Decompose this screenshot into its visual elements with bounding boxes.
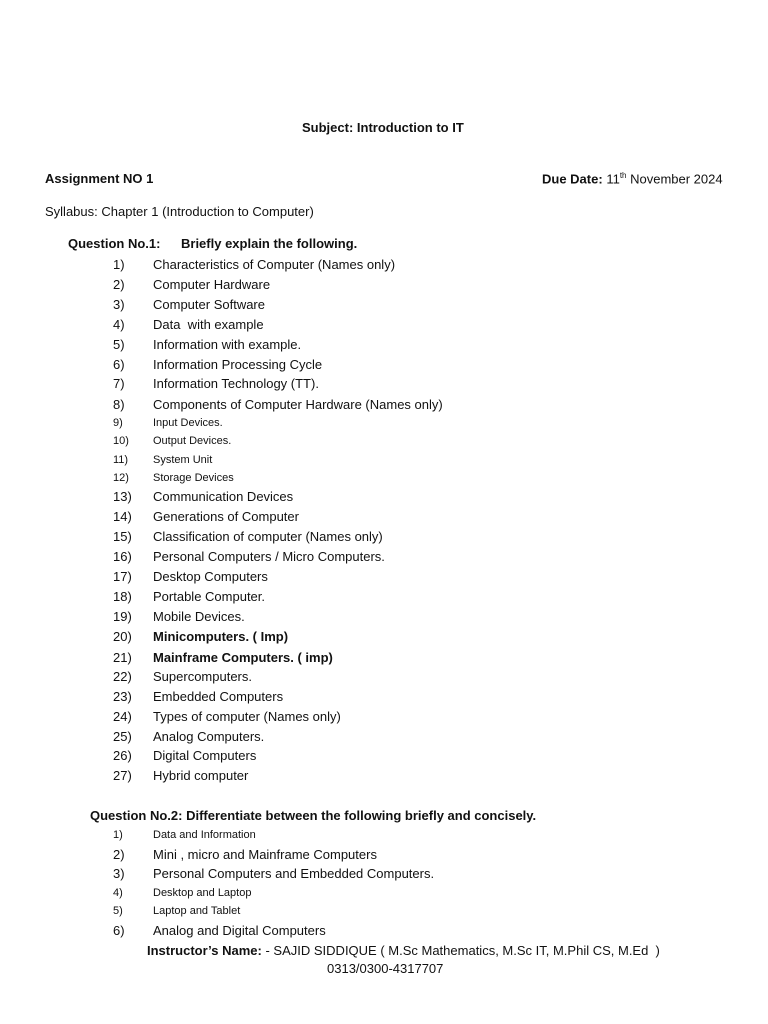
list-item-number: 26) [113, 748, 132, 763]
list-item-number: 22) [113, 669, 132, 684]
question-2-heading [90, 808, 536, 823]
list-item-number: 19) [113, 609, 132, 624]
list-item: Computer Hardware [153, 277, 271, 292]
list-item-number: 4) [113, 317, 125, 332]
list-item-number: 2) [113, 847, 125, 862]
list-item: Mainframe Computers. ( imp) [153, 650, 333, 665]
instructor-label: Instructor’s Name: [147, 943, 262, 958]
list-item-number: 3) [113, 297, 125, 312]
list-item: Desktop Computers [153, 569, 268, 584]
list-item: Personal Computers / Micro Computers. [153, 549, 385, 564]
syllabus-line: Syllabus: Chapter 1 (Introduction to Computer) [45, 204, 314, 219]
question-1-label: Question No.1: [68, 236, 161, 251]
list-item: Generations of Computer [153, 509, 299, 524]
list-item: Hybrid computer [153, 768, 249, 783]
list-item-number: 25) [113, 729, 132, 744]
list-item-number: 21) [113, 650, 132, 665]
list-item: Mobile Devices. [153, 609, 245, 624]
list-item-number: 13) [113, 489, 132, 504]
list-item-number: 11) [113, 454, 129, 466]
instructor-name: - SAJID SIDDIQUE ( M.Sc Mathematics, M.Sc IT, M.Phil CS, M.Ed ) [261, 943, 660, 958]
list-item-number: 23) [113, 689, 132, 704]
list-item-number: 10) [113, 435, 129, 447]
list-item: System Unit [153, 454, 213, 466]
list-item: Information with example. [153, 337, 302, 352]
list-item-number: 6) [113, 923, 125, 938]
due-date-suffix: th [619, 171, 627, 180]
list-item: Data with example [153, 317, 264, 332]
list-item-number: 1) [113, 257, 125, 272]
list-item: Information Processing Cycle [153, 357, 323, 372]
list-item: Laptop and Tablet [153, 905, 241, 917]
list-item: Storage Devices [153, 472, 234, 484]
list-item: Embedded Computers [153, 689, 284, 704]
instructor-phone: 0313/0300-4317707 [327, 961, 444, 976]
list-item: Data and Information [153, 829, 256, 841]
list-item-number: 7) [113, 376, 125, 391]
list-item-number: 1) [113, 829, 123, 841]
list-item: Supercomputers. [153, 669, 252, 684]
question-2-label: Question No.2: [90, 808, 183, 823]
question-1-title: Briefly explain the following. [181, 236, 358, 251]
list-item-number: 12) [113, 472, 129, 484]
list-item: Computer Software [153, 297, 265, 312]
list-item: Mini , micro and Mainframe Computers [153, 847, 377, 862]
list-item: Portable Computer. [153, 589, 266, 604]
list-item-number: 27) [113, 768, 132, 783]
list-item: Digital Computers [153, 748, 257, 763]
list-item-number: 5) [113, 905, 123, 917]
list-item-number: 6) [113, 357, 125, 372]
list-item: Classification of computer (Names only) [153, 529, 383, 544]
due-date-day: 11 [606, 171, 620, 187]
list-item: Analog and Digital Computers [153, 923, 326, 938]
list-item-number: 14) [113, 509, 132, 524]
assignment-number: Assignment NO 1 [45, 171, 154, 186]
list-item: Characteristics of Computer (Names only) [153, 257, 396, 272]
list-item-number: 2) [113, 277, 125, 292]
list-item-number: 8) [113, 397, 125, 412]
list-item: Minicomputers. ( Imp) [153, 629, 289, 644]
question-2-title: Differentiate between the following briefly and concisely. [182, 808, 537, 823]
list-item-number: 3) [113, 866, 125, 881]
list-item-number: 17) [113, 569, 132, 584]
list-item: Communication Devices [153, 489, 294, 504]
list-item: Types of computer (Names only) [153, 709, 341, 724]
list-item: Information Technology (TT). [153, 376, 319, 391]
list-item-number: 4) [113, 887, 123, 899]
due-date-label: Due Date: [542, 171, 603, 187]
list-item-number: 9) [113, 417, 123, 429]
list-item: Analog Computers. [153, 729, 265, 744]
list-item-number: 20) [113, 629, 132, 644]
list-item-number: 24) [113, 709, 132, 724]
due-date [542, 171, 723, 186]
subject-title: Subject: Introduction to IT [302, 120, 464, 135]
due-date-rest: November 2024 [626, 171, 723, 187]
list-item: Personal Computers and Embedded Computers. [153, 866, 435, 881]
list-item-number: 16) [113, 549, 132, 564]
list-item-number: 5) [113, 337, 125, 352]
list-item-number: 15) [113, 529, 132, 544]
instructor-line [147, 943, 660, 958]
list-item: Output Devices. [153, 435, 232, 447]
list-item-number: 18) [113, 589, 132, 604]
list-item: Components of Computer Hardware (Names only) [153, 397, 443, 412]
list-item: Input Devices. [153, 417, 223, 429]
list-item: Desktop and Laptop [153, 887, 252, 899]
